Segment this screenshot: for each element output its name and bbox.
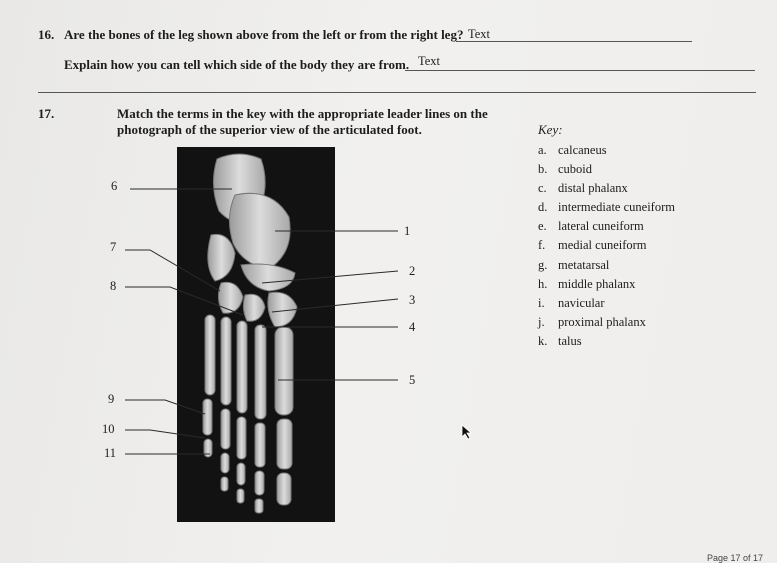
key-term: cuboid	[558, 162, 593, 177]
key-letter: g.	[538, 257, 548, 272]
key-letter: d.	[538, 200, 548, 215]
leader-label-7: 7	[110, 240, 117, 254]
leader-label-9: 9	[108, 392, 115, 406]
answer-input-explain[interactable]: Text	[418, 54, 441, 68]
key-term: proximal phalanx	[558, 314, 646, 329]
leader-label-4: 4	[409, 320, 416, 334]
leader-line-9	[125, 400, 205, 414]
cursor-icon	[460, 424, 474, 440]
key-letter: b.	[538, 162, 548, 177]
key-letter: a.	[538, 143, 547, 157]
leader-line-3	[272, 299, 398, 312]
question-17-line2: photograph of the superior view of the articulated foot.	[117, 122, 422, 137]
key-term: metatarsal	[558, 257, 610, 272]
leader-label-11: 11	[104, 446, 117, 460]
answer-input-side[interactable]: Text	[468, 27, 491, 41]
leader-label-2: 2	[409, 264, 416, 278]
explain-prompt: Explain how you can tell which side of the body they are from.	[64, 57, 410, 72]
key-letter: j.	[538, 314, 545, 329]
leader-label-8: 8	[110, 279, 117, 293]
key-letter: h.	[538, 276, 548, 291]
key-term: lateral cuneiform	[558, 219, 644, 234]
key-letter: c.	[538, 181, 547, 196]
key-letter: f.	[538, 238, 546, 253]
key-term: distal phalanx	[558, 181, 628, 196]
key-term: medial cuneiform	[558, 238, 647, 253]
leader-line-10	[125, 430, 205, 438]
key-title: Key:	[538, 122, 563, 137]
leader-label-1: 1	[404, 224, 411, 238]
leader-line-8	[125, 287, 243, 315]
leader-label-6: 6	[111, 179, 118, 193]
key-term: calcaneus	[558, 143, 607, 157]
key-term: intermediate cuneiform	[558, 200, 675, 215]
leader-label-3: 3	[409, 293, 416, 307]
question-text: Are the bones of the leg shown above from the left or from the right leg?	[64, 27, 464, 42]
key-letter: i.	[538, 295, 545, 310]
page-number: Page 17 of 17	[706, 553, 763, 563]
leader-label-10: 10	[102, 422, 115, 436]
key-term: navicular	[558, 295, 605, 310]
question-number: 17.	[38, 106, 55, 121]
leader-line-2	[262, 271, 398, 283]
key-term: middle phalanx	[558, 276, 636, 291]
key-letter: e.	[538, 219, 547, 234]
leader-line-7	[125, 250, 220, 291]
question-number: 16.	[38, 27, 55, 42]
key-letter: k.	[538, 333, 548, 348]
question-17-line1: Match the terms in the key with the appropriate leader lines on the	[117, 106, 488, 121]
leader-label-5: 5	[409, 373, 416, 387]
key-term: talus	[558, 333, 582, 348]
